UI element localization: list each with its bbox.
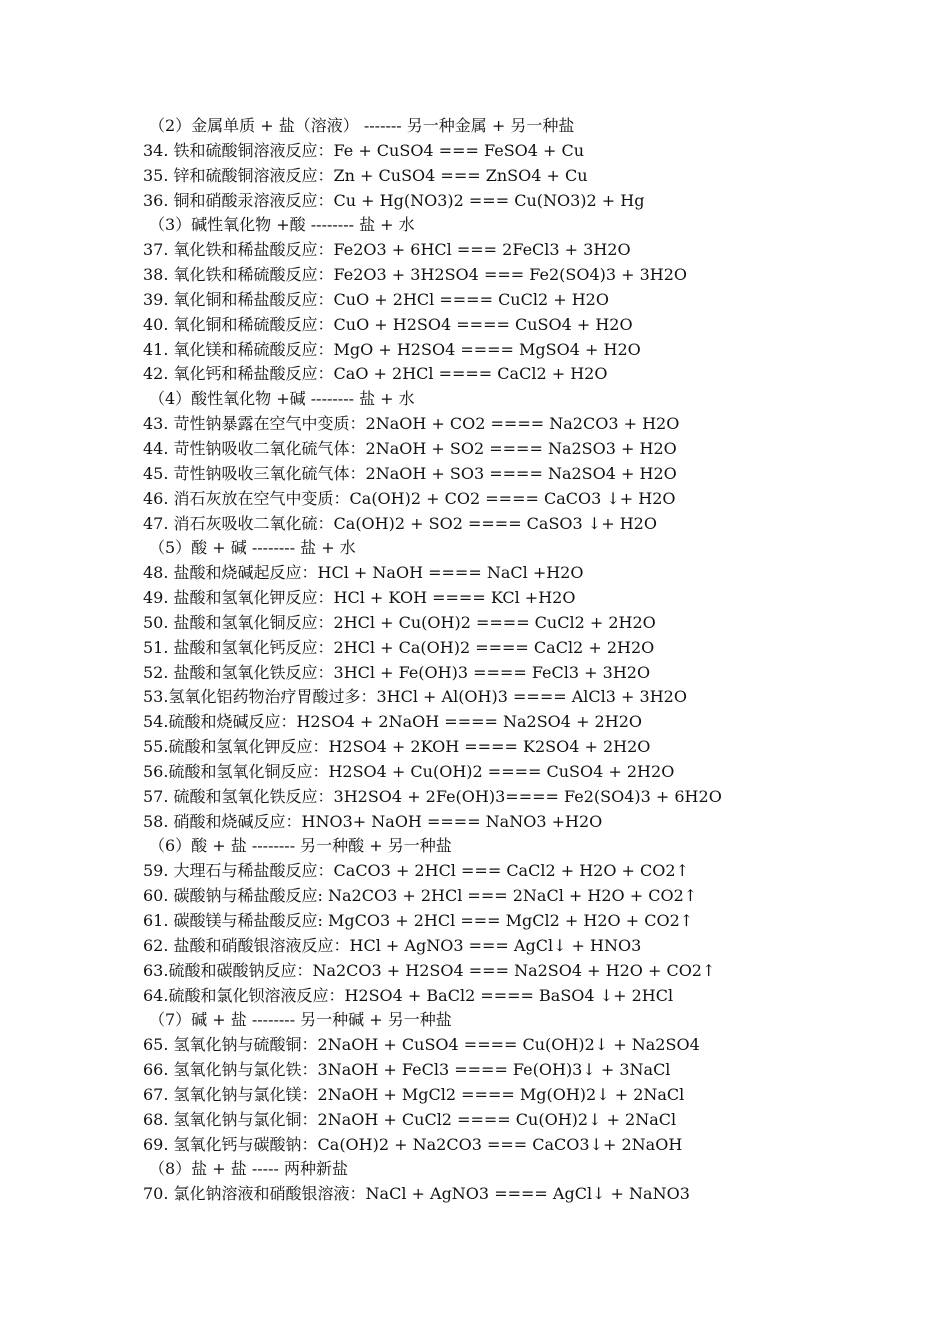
equation-line: 67. 氢氧化钠与氯化镁：2NaOH + MgCl2 ==== Mg(OH)2↓ + 2NaCl	[143, 1084, 685, 1104]
equation-line: 64.硫酸和氯化钡溶液反应：H2SO4 + BaCl2 ==== BaSO4 ↓+ 2HCl	[143, 985, 674, 1005]
section-heading: （4）酸性氧化物 +碱 -------- 盐 + 水	[149, 389, 415, 409]
equation-line: 58. 硝酸和烧碱反应：HNO3+ NaOH ==== NaNO3 +H2O	[143, 811, 603, 831]
equation-line: 53.氢氧化铝药物治疗胃酸过多：3HCl + Al(OH)3 ==== AlCl3 + 3H2O	[143, 687, 687, 707]
equation-line: 65. 氢氧化钠与硫酸铜：2NaOH + CuSO4 ==== Cu(OH)2↓ + Na2SO4	[143, 1035, 700, 1055]
equation-line: 54.硫酸和烧碱反应：H2SO4 + 2NaOH ==== Na2SO4 + 2H2O	[143, 712, 642, 732]
equation-line: 40. 氧化铜和稀硫酸反应：CuO + H2SO4 ==== CuSO4 + H2O	[143, 314, 633, 334]
equation-line: 44. 苛性钠吸收二氧化硫气体：2NaOH + SO2 ==== Na2SO3 + H2O	[143, 438, 677, 458]
section-heading: （8）盐 + 盐 ----- 两种新盐	[149, 1159, 348, 1179]
equation-line: 55.硫酸和氢氧化钾反应：H2SO4 + 2KOH ==== K2SO4 + 2H2O	[143, 737, 651, 757]
equation-line: 50. 盐酸和氢氧化铜反应：2HCl + Cu(OH)2 ==== CuCl2 + 2H2O	[143, 612, 656, 632]
equation-line: 68. 氢氧化钠与氯化铜：2NaOH + CuCl2 ==== Cu(OH)2↓ + 2NaCl	[143, 1109, 677, 1129]
section-heading: （2）金属单质 + 盐（溶液） ------- 另一种金属 + 另一种盐	[149, 116, 575, 135]
equation-line: 49. 盐酸和氢氧化钾反应：HCl + KOH ==== KCl +H2O	[143, 588, 576, 608]
equation-line: 52. 盐酸和氢氧化铁反应：3HCl + Fe(OH)3 ==== FeCl3 + 3H2O	[143, 662, 651, 682]
section-heading: （5）酸 + 碱 -------- 盐 + 水	[149, 538, 356, 558]
document-body	[143, 114, 722, 1207]
equation-line: 56.硫酸和氢氧化铜反应：H2SO4 + Cu(OH)2 ==== CuSO4 + 2H2O	[143, 761, 675, 781]
equation-line: 51. 盐酸和氢氧化钙反应：2HCl + Ca(OH)2 ==== CaCl2 + 2H2O	[143, 637, 655, 657]
equation-line: 63.硫酸和碳酸钠反应：Na2CO3 + H2SO4 === Na2SO4 + H2O + CO2↑	[143, 960, 716, 980]
equation-line: 43. 苛性钠暴露在空气中变质：2NaOH + CO2 ==== Na2CO3 + H2O	[143, 414, 680, 434]
equation-line: 39. 氧化铜和稀盐酸反应：CuO + 2HCl ==== CuCl2 + H2O	[143, 289, 609, 309]
equation-line: 38. 氧化铁和稀硫酸反应：Fe2O3 + 3H2SO4 === Fe2(SO4)3 + 3H2O	[143, 265, 688, 285]
section-heading: （6）酸 + 盐 -------- 另一种酸 + 另一种盐	[149, 836, 452, 856]
equation-line: 57. 硫酸和氢氧化铁反应：3H2SO4 + 2Fe(OH)3==== Fe2(SO4)3 + 6H2O	[143, 786, 722, 806]
equation-line: 41. 氧化镁和稀硫酸反应：MgO + H2SO4 ==== MgSO4 + H2O	[143, 339, 641, 359]
equation-line: 69. 氢氧化钙与碳酸钠：Ca(OH)2 + Na2CO3 === CaCO3↓+ 2NaOH	[143, 1134, 683, 1154]
equation-line: 70. 氯化钠溶液和硝酸银溶液：NaCl + AgNO3 ==== AgCl↓ + NaNO3	[143, 1184, 690, 1204]
equation-line: 37. 氧化铁和稀盐酸反应：Fe2O3 + 6HCl === 2FeCl3 + 3H2O	[143, 240, 631, 260]
equation-line: 45. 苛性钠吸收三氧化硫气体：2NaOH + SO3 ==== Na2SO4 + H2O	[143, 463, 677, 483]
equation-line: 48. 盐酸和烧碱起反应：HCl + NaOH ==== NaCl +H2O	[143, 563, 584, 583]
equation-line: 66. 氢氧化钠与氯化铁：3NaOH + FeCl3 ==== Fe(OH)3↓ + 3NaCl	[143, 1060, 671, 1080]
equation-line: 36. 铜和硝酸汞溶液反应：Cu + Hg(NO3)2 === Cu(NO3)2 + Hg	[143, 190, 645, 210]
equation-line: 61. 碳酸镁与稀盐酸反应: MgCO3 + 2HCl === MgCl2 + H2O + CO2↑	[143, 911, 694, 930]
equation-line: 59. 大理石与稀盐酸反应：CaCO3 + 2HCl === CaCl2 + H2O + CO2↑	[143, 861, 689, 881]
equation-line: 62. 盐酸和硝酸银溶液反应：HCl + AgNO3 === AgCl↓ + HNO3	[143, 935, 642, 955]
equation-line: 46. 消石灰放在空气中变质：Ca(OH)2 + CO2 ==== CaCO3 ↓+ H2O	[143, 488, 676, 508]
equation-line: 35. 锌和硫酸铜溶液反应：Zn + CuSO4 === ZnSO4 + Cu	[143, 165, 588, 185]
equation-line: 34. 铁和硫酸铜溶液反应：Fe + CuSO4 === FeSO4 + Cu	[143, 140, 585, 160]
equation-line: 60. 碳酸钠与稀盐酸反应: Na2CO3 + 2HCl === 2NaCl + H2O + CO2↑	[143, 886, 698, 906]
section-heading: （7）碱 + 盐 -------- 另一种碱 + 另一种盐	[149, 1010, 452, 1030]
equation-line: 47. 消石灰吸收二氧化硫：Ca(OH)2 + SO2 ==== CaSO3 ↓+ H2O	[143, 513, 657, 533]
section-heading: （3）碱性氧化物 +酸 -------- 盐 + 水	[149, 215, 415, 235]
equation-line: 42. 氧化钙和稀盐酸反应：CaO + 2HCl ==== CaCl2 + H2O	[143, 364, 608, 384]
